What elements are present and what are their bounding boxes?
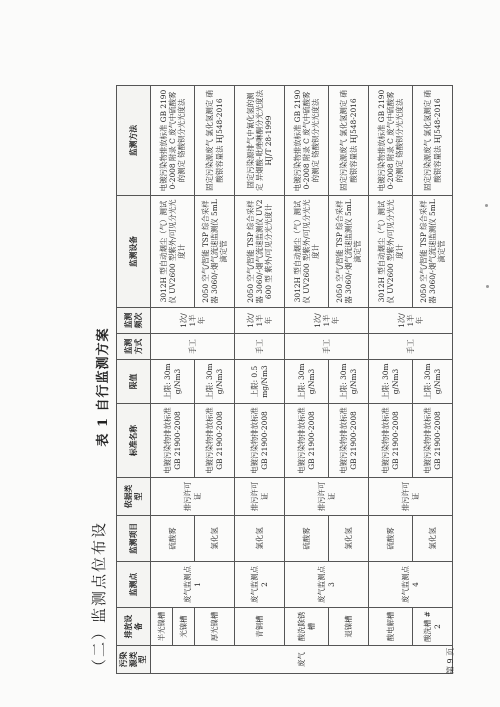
equipment-device-cell: 2050 空气/智能 TSP 综合采样器 3060/-烟气流速监测仪 UV2600 型 紫外/可见分光光度计 [235,196,285,308]
monitoring-point-cell: 废气监测点 4 [369,562,453,608]
frequency-cell: 1次/1半年 [151,308,235,334]
equipment-device-cell: 3012H 型自动烟尘（气）测试仪 UV2600 型紫外/可见分光光度计 [369,196,413,308]
monitoring-item-cell: 氯化氢 [413,516,453,562]
frequency-cell: 1次/1半年 [285,308,369,334]
rotated-content [82,82,462,682]
monitoring-point-cell: 废气监测点 3 [285,562,369,608]
header-cell: 污染源类型 [117,646,151,674]
monitoring-method-cell: 电镀污染物排放标准 GB 21900-2008 附录 C 废气中硫酸雾的测定 铬酸钡分光光度法 [369,86,413,196]
table-header-row [117,86,151,674]
header-cell: 监测设备 [117,196,151,308]
header-cell: 依据类型 [117,478,151,516]
limit-cell: 上限: 30mg/Nm3 [369,360,413,404]
equipment-cell: 青铜槽 [235,608,285,646]
limit-cell: 上限: 30mg/Nm3 [413,360,453,404]
basis-type-cell: 排污许可证 [151,478,235,516]
table-title: 表 1 自行监测方案 [96,327,111,447]
monitoring-point-cell: 废气监测点 2 [235,562,285,608]
table-row [235,86,285,674]
monitoring-method-cell: 电镀污染物排放标准 GB 21900-2008 附录 C 废气中硫酸雾的测定 铬酸钡分光光度法 [151,86,195,196]
limit-cell: 上限: 30mg/Nm3 [329,360,369,404]
section-title: （二）监测点位布设 [90,520,108,674]
monitoring-method-cell: 固定污染源废气 氯化氢测定 硝酸银容量法 HJ548-2016 [329,86,369,196]
method-type-cell: 手工 [285,334,369,360]
equipment-cell: 酸洗槽 #2 [413,608,453,646]
monitoring-method-cell: 固定污染源排气中氰化氢的测定 异烟酸-吡唑啉酮分光光度法 HJ/T 28-1999 [235,86,285,196]
equipment-device-cell: 3012H 型自动烟尘（气）测试仪 UV2600 型紫外/可见分光光度计 [285,196,329,308]
source-type-cell: 废气 [151,646,453,674]
equipment-cell: 酸电解槽 [369,608,413,646]
method-type-cell: 手工 [151,334,235,360]
standard-name-cell: 电镀污染物排放标准 GB 21900-2008 [235,404,285,478]
monitoring-item-cell: 硫酸雾 [285,516,329,562]
standard-name-cell: 电镀污染物排放标准 GB 21900-2008 [329,404,369,478]
monitoring-point-cell: 废气监测点 1 [151,562,235,608]
standard-name-cell: 电镀污染物排放标准 GB 21900-2008 [151,404,195,478]
monitoring-item-cell: 硫酸雾 [369,516,413,562]
monitoring-method-cell: 固定污染源废气 氯化氢测定 硝酸银容量法 HJ548-2016 [413,86,453,196]
equipment-cell: 半光镍槽 [151,608,173,646]
limit-cell: 上限: 30mg/Nm3 [151,360,195,404]
table-row [151,86,173,674]
header-cell: 标准名称 [117,404,151,478]
monitoring-item-cell: 氯化氢 [235,516,285,562]
limit-cell: 上限: 0.5mg/Nm3 [235,360,285,404]
equipment-device-cell: 3012H 型自动烟尘（气）测试仪 UV2600 型紫外/可见分光光度计 [151,196,195,308]
scan-dot [485,204,488,207]
header-cell: 排放设备 [117,608,151,646]
equipment-device-cell: 2050 空气/智能 TSP 综合采样器 3060/-烟气流速监测仪 5mL 滴定管 [413,196,453,308]
basis-type-cell: 排污许可证 [235,478,285,516]
header-cell: 监测点 [117,562,151,608]
monitoring-method-cell: 固定污染源废气 氯化氢测定 硝酸银容量法 HJ548-2016 [195,86,235,196]
monitoring-item-cell: 氯化氢 [329,516,369,562]
scan-dot [486,285,489,288]
method-type-cell: 手工 [369,334,453,360]
limit-cell: 上限: 30mg/Nm3 [285,360,329,404]
equipment-cell: 厚光镍槽 [195,608,235,646]
standard-name-cell: 电镀污染物排放标准 GB 21900-2008 [369,404,413,478]
header-cell: 监测方式 [117,334,151,360]
header-cell: 监测方法 [117,86,151,196]
equipment-cell: 退镍槽 [329,608,369,646]
equipment-device-cell: 2050 空气/智能 TSP 综合采样器 3060/-烟气流速监测仪 5mL 滴定管 [195,196,235,308]
equipment-cell: 光镍槽 [173,608,195,646]
monitoring-item-cell: 硫酸雾 [151,516,195,562]
equipment-device-cell: 2050 空气/智能 TSP 综合采样器 3060/-烟气流速监测仪 5mL 滴定管 [329,196,369,308]
monitoring-method-cell: 电镀污染物排放标准 GB 21900-2008 附录 C 废气中硫酸雾的测定 铬酸钡分光光度法 [285,86,329,196]
equipment-cell: 酸洗除锈槽 [285,608,329,646]
monitoring-item-cell: 氯化氢 [195,516,235,562]
method-type-cell: 手工 [235,334,285,360]
header-cell: 限值 [117,360,151,404]
limit-cell: 上限: 30mg/Nm3 [195,360,235,404]
header-cell: 监测项目 [117,516,151,562]
standard-name-cell: 电镀污染物排放标准 GB 21900-2008 [195,404,235,478]
table-row [285,86,329,674]
monitoring-plan-table [116,85,453,674]
standard-name-cell: 电镀污染物排放标准 GB 21900-2008 [285,404,329,478]
table-row [369,86,413,674]
standard-name-cell: 电镀污染物排放标准 GB 21900-2008 [413,404,453,478]
basis-type-cell: 排污许可证 [285,478,369,516]
basis-type-cell: 排污许可证 [369,478,453,516]
page-number: 第 9 页 [446,647,455,674]
frequency-cell: 1次/1半年 [369,308,453,334]
frequency-cell: 1次/1半年 [235,308,285,334]
header-cell: 监测频次 [117,308,151,334]
